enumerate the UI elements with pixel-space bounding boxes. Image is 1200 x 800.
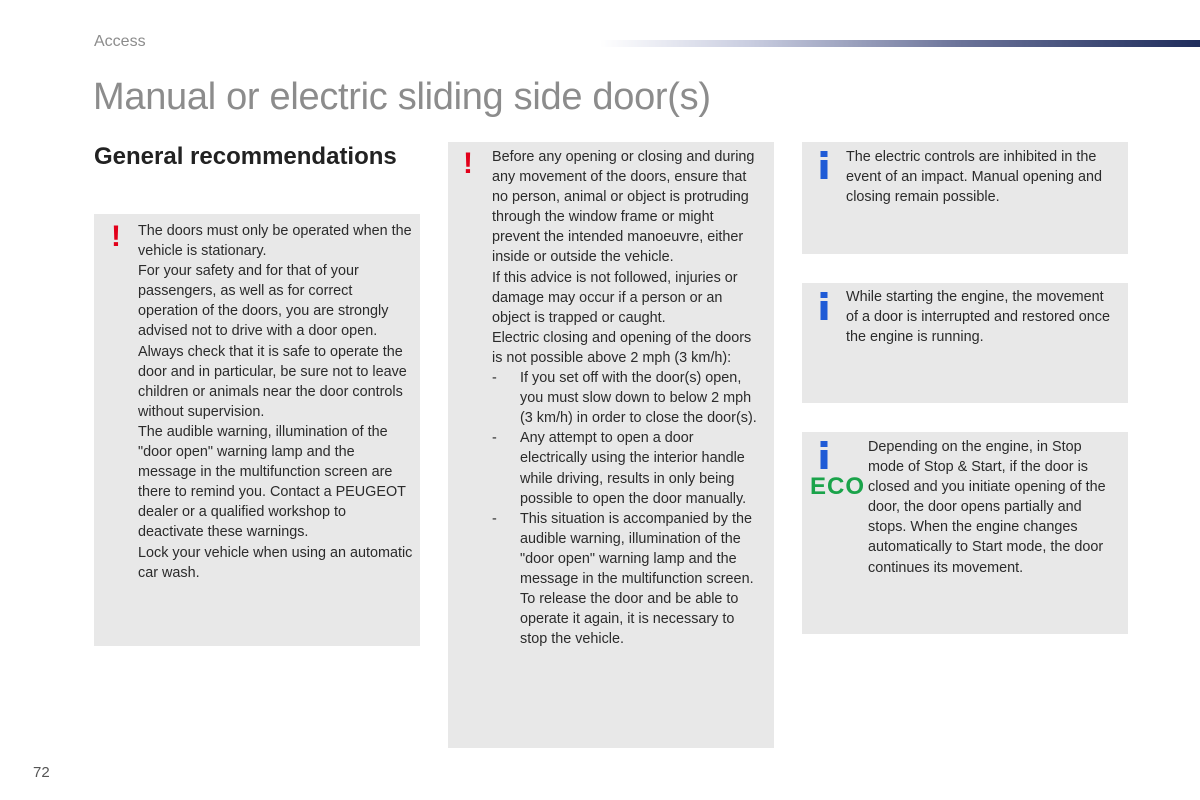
eco-icon: ECO bbox=[810, 473, 866, 500]
warning-paragraph: If this advice is not followed, injuries or damage may occur if a person or an object is trapped or caught. bbox=[492, 269, 738, 326]
info-icon bbox=[818, 292, 830, 320]
info-box-impact bbox=[802, 142, 1128, 254]
warning-text: The doors must only be operated when the vehicle is stationary. For your safety and for that of your passengers, as well as for correct operation of the doors, you are strongly advised not to drive with a door open. Always check that it is safe to operate the door and in particular, be sure not to leave children or animals near the door controls without supervision. The audible warning, illumination of the "door open" warning lamp and the message in the multifunction screen are there to remind you. Contact a PEUGEOT dealer or a qualified workshop to deactivate these warnings. Lock your vehicle when using an automatic car wash. bbox=[138, 223, 413, 581]
info-box-stop-start bbox=[802, 432, 1128, 634]
list-item: - If you set off with the door(s) open, you must slow down to below 2 mph (3 km/h) in order to close the door(s). bbox=[492, 368, 764, 428]
page-title: Manual or electric sliding side door(s) bbox=[93, 76, 711, 118]
info-icon bbox=[818, 441, 830, 469]
list-item: - Any attempt to open a door electrically using the interior handle while driving, results in only being possible to open the door manually. bbox=[492, 428, 764, 508]
warning-box-obstruction bbox=[448, 142, 774, 748]
warning-paragraph: Electric closing and opening of the doors is not possible above 2 mph (3 km/h): bbox=[492, 329, 752, 366]
warning-paragraph: Before any opening or closing and during any movement of the doors, ensure that no person, animal or object is protruding through the window frame or might prevent the intended manoeuvre, either inside or outside the vehicle. bbox=[492, 149, 755, 266]
info-text: The electric controls are inhibited in the event of an impact. Manual opening and closing remain possible. bbox=[846, 149, 1103, 206]
info-text: While starting the engine, the movement of a door is interrupted and restored once the engine is running. bbox=[846, 289, 1110, 346]
info-box-engine-start bbox=[802, 283, 1128, 403]
warning-list bbox=[492, 368, 764, 649]
warning-icon: ! bbox=[111, 220, 121, 253]
page-number: 72 bbox=[33, 764, 50, 781]
warning-text-block bbox=[492, 147, 764, 649]
warning-icon: ! bbox=[463, 147, 473, 180]
header-bar bbox=[600, 40, 1200, 47]
info-text: Depending on the engine, in Stop mode of Stop & Start, if the door is closed and you initiate opening of the door, the door opens partially and stops. When the engine changes automatically to Start mode, the door continues its movement. bbox=[868, 439, 1106, 576]
section-label: Access bbox=[94, 33, 146, 50]
sub-heading: General recommendations bbox=[94, 143, 397, 170]
list-item: - This situation is accompanied by the audible warning, illumination of the "door open" warning lamp and the message in the multifunction screen. To release the door and be able to operate it again, it is necessary to stop the vehicle. bbox=[492, 509, 764, 650]
warning-box-door-operation bbox=[94, 214, 420, 646]
info-icon bbox=[818, 151, 830, 179]
